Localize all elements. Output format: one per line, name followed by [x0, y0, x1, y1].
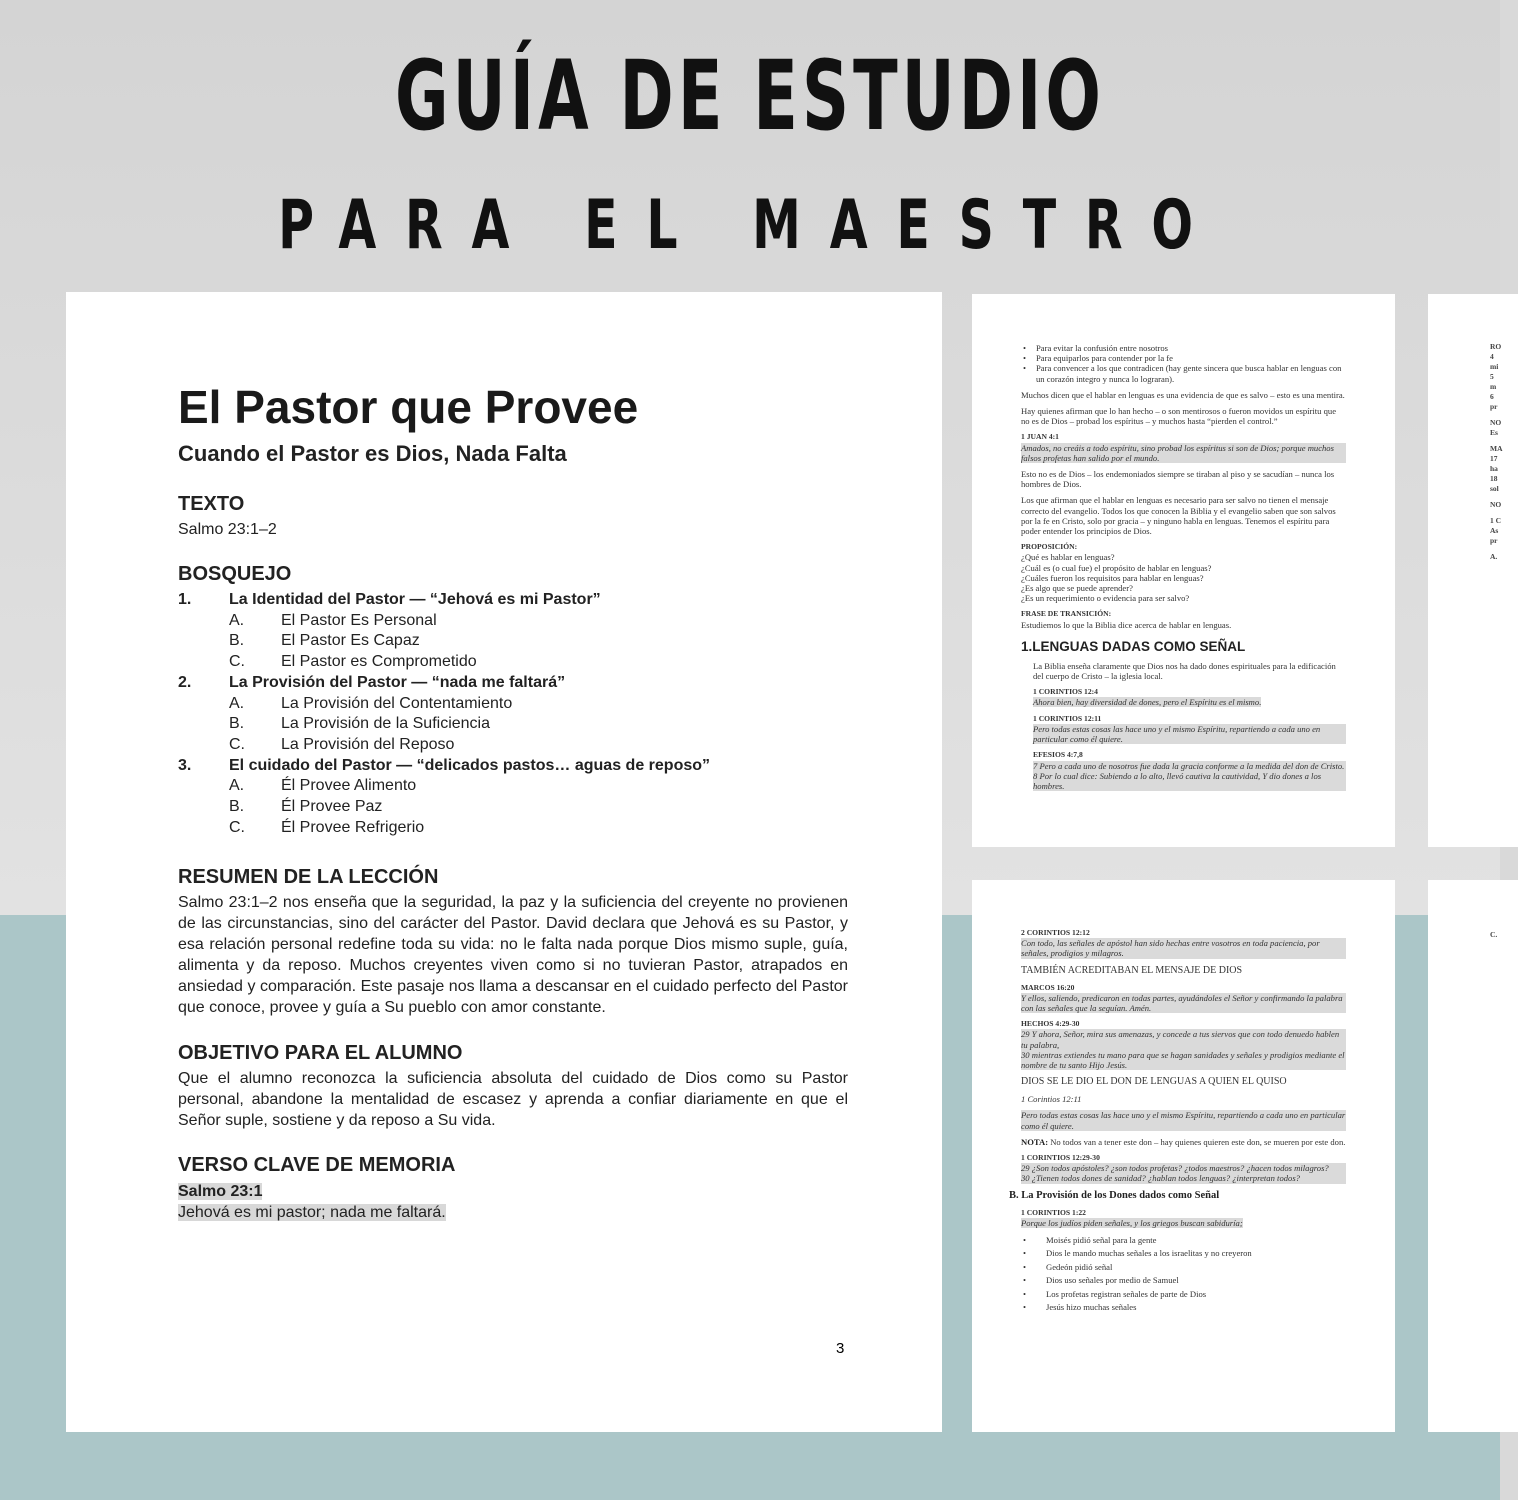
- scripture-quote: Amados, no creáis a todo espíritu, sino probad los espíritus si son de Dios; porque muchos falsos profetas han salido por el mundo.: [1021, 443, 1346, 463]
- section-caps: TAMBIÉN ACREDITABAN EL MENSAJE DE DIOS: [1021, 964, 1243, 976]
- question: ¿Cuál es (o cual fue) el propósito de hablar en lenguas?: [1021, 562, 1212, 573]
- lesson-title: El Pastor que Provee: [178, 381, 639, 433]
- banner-subtitle: PARA EL MAESTRO: [278, 186, 1222, 265]
- list-item: • Para equiparlos para contender por la fe: [1021, 353, 1346, 363]
- list-item: • Gedeón pidió señal: [1021, 1261, 1346, 1274]
- scripture-quote: 29 ¿Son todos apóstoles? ¿son todos profetas? ¿todos maestros? ¿hacen todos milagros?: [1021, 1163, 1346, 1173]
- scripture-quote: 8 Por lo cual dice: Subiendo a lo alto, llevó cautiva la cautividad, Y dio dones a los hombres.: [1033, 771, 1346, 791]
- outline-point: 2. La Provisión del Pastor — “nada me faltará”: [178, 673, 566, 691]
- list-item: • Moisés pidió señal para la gente: [1021, 1234, 1346, 1247]
- question: ¿Cuáles fueron los requisitos para hablar en lenguas?: [1021, 572, 1204, 583]
- preview-page-2: [972, 880, 1395, 1432]
- scripture-quote: Porque los judíos piden señales, y los griegos buscan sabiduría;: [1021, 1217, 1243, 1228]
- page-number: 3: [836, 1340, 845, 1357]
- outline-subpoint: A. Él Provee Alimento: [229, 777, 417, 795]
- list-item: • Para evitar la confusión entre nosotros: [1021, 343, 1346, 353]
- outline-subpoint: C. Él Provee Refrigerio: [229, 818, 425, 836]
- outline-point: 1. La Identidad del Pastor — “Jehová es mi Pastor”: [178, 591, 601, 608]
- proposicion-label: PROPOSICIÓN:: [1021, 542, 1078, 552]
- objetivo-paragraph: Que el alumno reconozca la suficiencia absoluta del cuidado de Dios como su Pastor personal, abandone la mentalidad de escasez y aprenda a confiar diariamente en que el Señor suple, sostiene y da reposo a Su vida.: [178, 1070, 848, 1129]
- frase-label: FRASE DE TRANSICIÓN:: [1021, 609, 1112, 619]
- scripture-quote: Pero todas estas cosas las hace uno y el mismo Espíritu, repartiendo a cada uno en particular como él quiere.: [1033, 724, 1346, 744]
- outline-subpoint: B. El Pastor Es Capaz: [229, 632, 420, 650]
- outline-subpoint: A. El Pastor Es Personal: [229, 611, 437, 629]
- list-item: • Dios le mando muchas señales a los israelitas y no creyeron: [1021, 1247, 1346, 1260]
- paragraph: Muchos dicen que el hablar en lenguas es una evidencia de que es salvo – esto es una mentira.: [1021, 389, 1345, 400]
- question: ¿Qué es hablar en lenguas?: [1021, 552, 1115, 563]
- scripture-quote: Y ellos, saliendo, predicaron en todas partes, ayudándoles el Señor y confirmando la palabra con las señales que la seguían. Amén.: [1021, 993, 1346, 1013]
- preview-page-1: [972, 294, 1395, 847]
- banner-title: GUÍA DE ESTUDIO: [395, 40, 1105, 152]
- scripture-reference: 1 CORINTIOS 1:22: [1021, 1207, 1086, 1217]
- main-document-page: [66, 292, 942, 1432]
- preview-page-4-cropped: [1428, 880, 1518, 1432]
- outline-subpoint: B. La Provisión de la Suficiencia: [229, 715, 491, 733]
- verse-reference: Salmo 23:1: [178, 1183, 263, 1200]
- scripture-reference: 1 Corintios 12:11: [1021, 1094, 1082, 1105]
- verso-heading: VERSO CLAVE DE MEMORIA: [178, 1154, 456, 1176]
- scripture-quote: 29 Y ahora, Señor, mira sus amenazas, y concede a tus siervos que con todo denuedo hablen tu palabra,: [1021, 1029, 1346, 1049]
- paragraph: Los que afirman que el hablar en lenguas es necesario para ser salvo no tienen el mensaje correcto del evangelio. Todos los que conocen la Biblia y el evangelio saben que son salvos por la fe en Cristo, solo por gracia – y ninguno habla en lenguas. Tenemos el espíritu para poder entender los principios de Dios.: [1021, 495, 1336, 537]
- scripture-quote: 7 Pero a cada uno de nosotros fue dada la gracia conforme a la medida del don de Cristo.: [1033, 760, 1345, 771]
- outline-list: [178, 590, 710, 838]
- section-heading: 1.LENGUAS DADAS COMO SEÑAL: [1021, 638, 1246, 654]
- scripture-reference: MARCOS 16:20: [1021, 982, 1075, 992]
- scripture-reference: 1 CORINTIOS 12:29-30: [1021, 1153, 1100, 1163]
- section-caps: DIOS SE LE DIO EL DON DE LENGUAS A QUIEN EL QUISO: [1021, 1076, 1287, 1088]
- section-heading: B. La Provisión de los Dones dados como Señal: [1009, 1189, 1220, 1201]
- paragraph: Esto no es de Dios – los endemoniados siempre se tiraban al piso y se sacudían – nunca los hombres de Dios.: [1021, 469, 1335, 490]
- page-content: [1009, 928, 1346, 1315]
- verse-text: Jehová es mi pastor; nada me faltará.: [178, 1204, 446, 1221]
- memory-verse: [178, 1181, 848, 1223]
- scripture-reference: 1 CORINTIOS 12:4: [1033, 687, 1098, 697]
- outline-subpoint: B. Él Provee Paz: [229, 798, 383, 816]
- texto-reference: Salmo 23:1–2: [178, 521, 277, 538]
- outline-subpoint: C. El Pastor es Comprometido: [229, 653, 477, 671]
- paragraph: Hay quienes afirman que lo han hecho – o son mentirosos o fueron movidos un espíritu que no es de Dios – probad los espíritus – y muchos hasta “pierden el control.”: [1021, 406, 1337, 427]
- resumen-paragraph: Salmo 23:1–2 nos enseña que la seguridad, la paz y la suficiencia del creyente no provienen de las circunstancias, sino del carácter del Pastor. David declara que Jehová es su Pastor, y esa relación personal redefine toda su vida: no le falta nada porque Dios mismo suple, guía, alimenta y da reposo. Muchos creyentes viven como si no tuvieran Pastor, atrapados en ansiedad y comparación. Este pasaje nos llama a descansar en el cuidado perfecto del Pastor que conoce, provee y guía a Su pueblo con amor constante.: [178, 894, 848, 1016]
- question: ¿Es un requerimiento o evidencia para ser salvo?: [1021, 593, 1190, 604]
- question: ¿Es algo que se puede aprender?: [1021, 583, 1133, 594]
- scripture-reference: 1 CORINTIOS 12:11: [1033, 713, 1102, 723]
- scripture-quote: Ahora bien, hay diversidad de dones, pero el Espíritu es el mismo.: [1033, 697, 1262, 708]
- scripture-quote: 30 ¿Tienen todos dones de sanidad? ¿hablan todos lenguas? ¿interpretan todos?: [1021, 1173, 1346, 1183]
- list-item: • Dios uso señales por medio de Samuel: [1021, 1274, 1346, 1287]
- preview-page-3-cropped: [1428, 294, 1518, 847]
- cropped-text: RO 4 mi 5 m 6 pr NO Es MA 17 ha 18 sol NO 1 C As pr A.: [1490, 342, 1503, 561]
- objetivo-heading: OBJETIVO PARA EL ALUMNO: [178, 1042, 463, 1064]
- scripture-reference: 1 JUAN 4:1: [1021, 432, 1059, 442]
- outline-point: 3. El cuidado del Pastor — “delicados pastos… aguas de reposo”: [178, 756, 711, 774]
- outline-subpoint: C. La Provisión del Reposo: [229, 735, 455, 753]
- scripture-reference: HECHOS 4:29-30: [1021, 1019, 1080, 1029]
- paragraph: Estudiemos lo que la Biblia dice acerca de hablar en lenguas.: [1021, 619, 1232, 630]
- outline-subpoint: A. La Provisión del Contentamiento: [229, 694, 513, 712]
- page-content: [1021, 343, 1346, 791]
- paragraph: La Biblia enseña claramente que Dios nos ha dado dones espirituales para la edificación del cuerpo de Cristo – la iglesia local.: [1033, 660, 1336, 682]
- scripture-quote: Pero todas estas cosas las hace uno y el mismo Espíritu, repartiendo a cada uno en particular como él quiere.: [1021, 1110, 1346, 1131]
- resumen-heading: RESUMEN DE LA LECCIÓN: [178, 866, 439, 888]
- list-item: • Para convencer a los que contradicen (hay gente sincera que busca hablar en lenguas con un corazón integro y nunca lo lograran).: [1021, 363, 1346, 383]
- scripture-reference: 2 CORINTIOS 12:12: [1021, 928, 1090, 937]
- note: NOTA: No todos van a tener este don – hay quienes quieren este don, se mueren por este don.: [1021, 1136, 1346, 1147]
- scripture-quote: 30 mientras extiendes tu mano para que se hagan sanidades y señales y prodigios mediante el nombre de tu santo Hijo Jesús.: [1021, 1049, 1345, 1071]
- bosquejo-heading: BOSQUEJO: [178, 563, 292, 585]
- scripture-reference: EFESIOS 4:7,8: [1033, 750, 1083, 760]
- scripture-quote: Con todo, las señales de apóstol han sido hechas entre vosotros en toda paciencia, por señales, prodigios y milagros.: [1021, 938, 1346, 958]
- texto-heading: TEXTO: [178, 493, 245, 515]
- lesson-subtitle: Cuando el Pastor es Dios, Nada Falta: [178, 441, 567, 466]
- list-item: • Jesús hizo muchas señales: [1021, 1301, 1346, 1314]
- list-item: • Los profetas registran señales de parte de Dios: [1021, 1288, 1346, 1301]
- cropped-text: C.: [1490, 930, 1498, 939]
